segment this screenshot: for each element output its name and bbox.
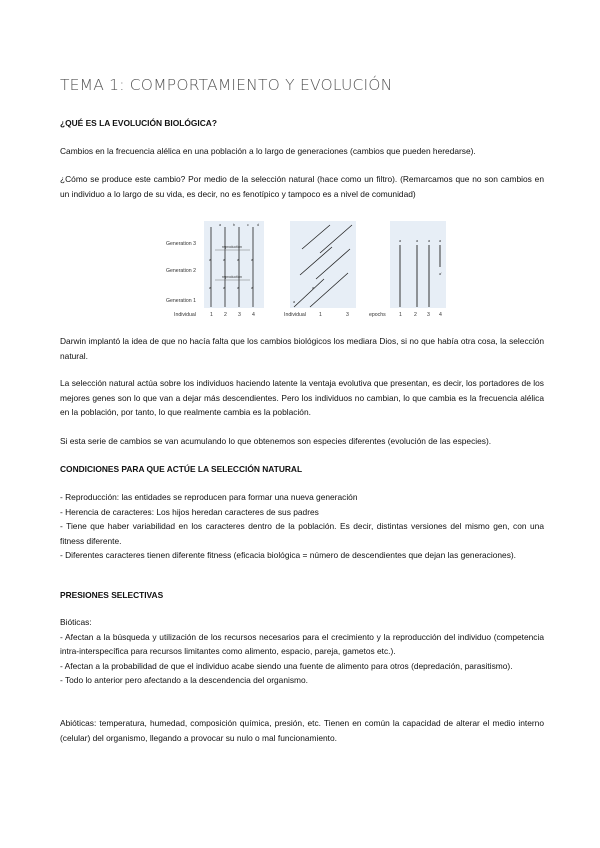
svg-text:a: a <box>428 239 430 243</box>
biotica-item: - Afectan a la probabilidad de que el individuo acabe siendo una fuente de alimento para otros (depredación, parasitismo). <box>60 660 513 671</box>
svg-text:a: a <box>209 258 211 262</box>
panel-2-label: Individual <box>284 312 306 318</box>
biotica-item: - Todo lo anterior pero afectando a la descendencia del organismo. <box>60 675 308 686</box>
panel-3-bg <box>390 221 446 308</box>
svg-text:a: a <box>293 300 295 304</box>
biotica-item: - Afectan a la búsqueda y utilización de los recursos necesarios para el crecimiento y la reproducción del individuo (competencia intra-interspecífica para recursos limitantes como alimento, espacio, pareja, gametos etc.). <box>60 631 544 657</box>
paragraph-selection: La selección natural actúa sobre los individuos haciendo latente la ventaja evolutiva que presentan, es decir, los portadores de los mejores genes son lo que van a dejar más descendientes. Pero los individuos no cambian, lo que cambia es la frecuencia alélica en la población, por tanto, lo que realmente cambia es la población. <box>60 378 544 418</box>
panel-1-col-1: 1 <box>210 312 213 318</box>
conditions-list <box>60 490 544 563</box>
paragraph-how: ¿Cómo se produce este cambio? Por medio de la selección natural (hace como un filtro). (Remarcamos que no son cambios en un individuo a lo largo de su vida, es decir, no es fenotípico y tampoco es a nivel de comunidad) <box>60 174 544 199</box>
svg-text:a': a' <box>251 258 254 262</box>
panel-1-label: Individual <box>174 312 196 318</box>
svg-text:a: a <box>209 286 211 290</box>
heading-conditions: CONDICIONES PARA QUE ACTÚE LA SELECCIÓN NATURAL <box>60 464 303 474</box>
svg-text:a': a' <box>439 272 442 276</box>
svg-text:a: a <box>416 239 418 243</box>
page-title: TEMA 1: COMPORTAMIENTO Y EVOLUCIÓN <box>60 76 393 94</box>
svg-text:a: a <box>237 286 239 290</box>
cell-c: c <box>247 223 249 227</box>
svg-text:a': a' <box>251 286 254 290</box>
cell-d: d <box>257 223 259 227</box>
panel-2-col-3: 3 <box>346 312 349 318</box>
panel-2 <box>284 221 356 318</box>
svg-text:a: a <box>439 239 441 243</box>
panel-3-col-3: 3 <box>427 312 430 318</box>
svg-text:a: a <box>223 286 225 290</box>
paragraph-definition: Cambios en la frecuencia alélica en una población a lo largo de generaciones (cambios que pueden heredarse). <box>60 146 476 156</box>
row-label-gen1: Generation 1 <box>166 298 196 304</box>
panel-2-col-1: 1 <box>319 312 322 318</box>
condition-item: - Herencia de caracteres: Los hijos heredan caracteres de sus padres <box>60 506 319 517</box>
bioticas-section <box>60 615 544 688</box>
panel-1-col-4: 4 <box>252 312 255 318</box>
note-reproduction-top: reproduction <box>222 245 242 249</box>
row-label-gen2: Generation 2 <box>166 268 196 274</box>
evolution-diagram <box>164 217 448 322</box>
panel-1-col-3: 3 <box>238 312 241 318</box>
cell-a: a <box>219 223 221 227</box>
evolution-figure <box>164 217 448 322</box>
svg-text:a: a <box>223 258 225 262</box>
panel-3-label: epochs <box>369 312 386 318</box>
heading-evolution: ¿QUÉ ES LA EVOLUCIÓN BIOLÓGICA? <box>60 118 217 128</box>
abioticas-text: temperatura, humedad, composición química, presión, etc. Tienen en común la capacidad de alterar el medio interno (celular) del organismo, llegando a provocar su nulo o mal funcionamiento. <box>60 718 544 743</box>
panel-3-col-4: 4 <box>439 312 442 318</box>
bioticas-label: Bióticas: <box>60 617 92 627</box>
note-reproduction-mid: reproduction <box>222 275 242 279</box>
panel-3 <box>369 221 446 318</box>
condition-item: - Reproducción: las entidades se reproducen para formar una nueva generación <box>60 492 358 502</box>
row-label-gen3: Generation 3 <box>166 241 196 247</box>
cell-b: b <box>233 223 235 227</box>
svg-text:a: a <box>312 286 314 290</box>
panel-3-col-2: 2 <box>414 312 417 318</box>
heading-pressures: PRESIONES SELECTIVAS <box>60 590 164 600</box>
abioticas-label: Abióticas: <box>60 718 97 728</box>
abioticas-section <box>60 716 544 745</box>
panel-1-col-2: 2 <box>224 312 227 318</box>
panel-3-col-1: 1 <box>399 312 402 318</box>
paragraph-species: Si esta serie de cambios se van acumulando lo que obtenemos son especies diferentes (evolución de las especies). <box>60 436 492 446</box>
paragraph-darwin: Darwin implantó la idea de que no hacía falta que los cambios biológicos los mediara Dios, si no que había otra cosa, la selección natural. <box>60 336 544 361</box>
svg-text:a: a <box>399 239 401 243</box>
svg-text:a: a <box>237 258 239 262</box>
condition-item: - Tiene que haber variabilidad en los caracteres dentro de la población. Es decir, distintas versiones del mismo gen, con una fitness diferente. <box>60 521 544 546</box>
panel-1-bg <box>204 221 264 308</box>
condition-item: - Diferentes caracteres tienen diferente fitness (eficacia biológica = número de descendientes que dejan las generaciones). <box>60 550 517 561</box>
